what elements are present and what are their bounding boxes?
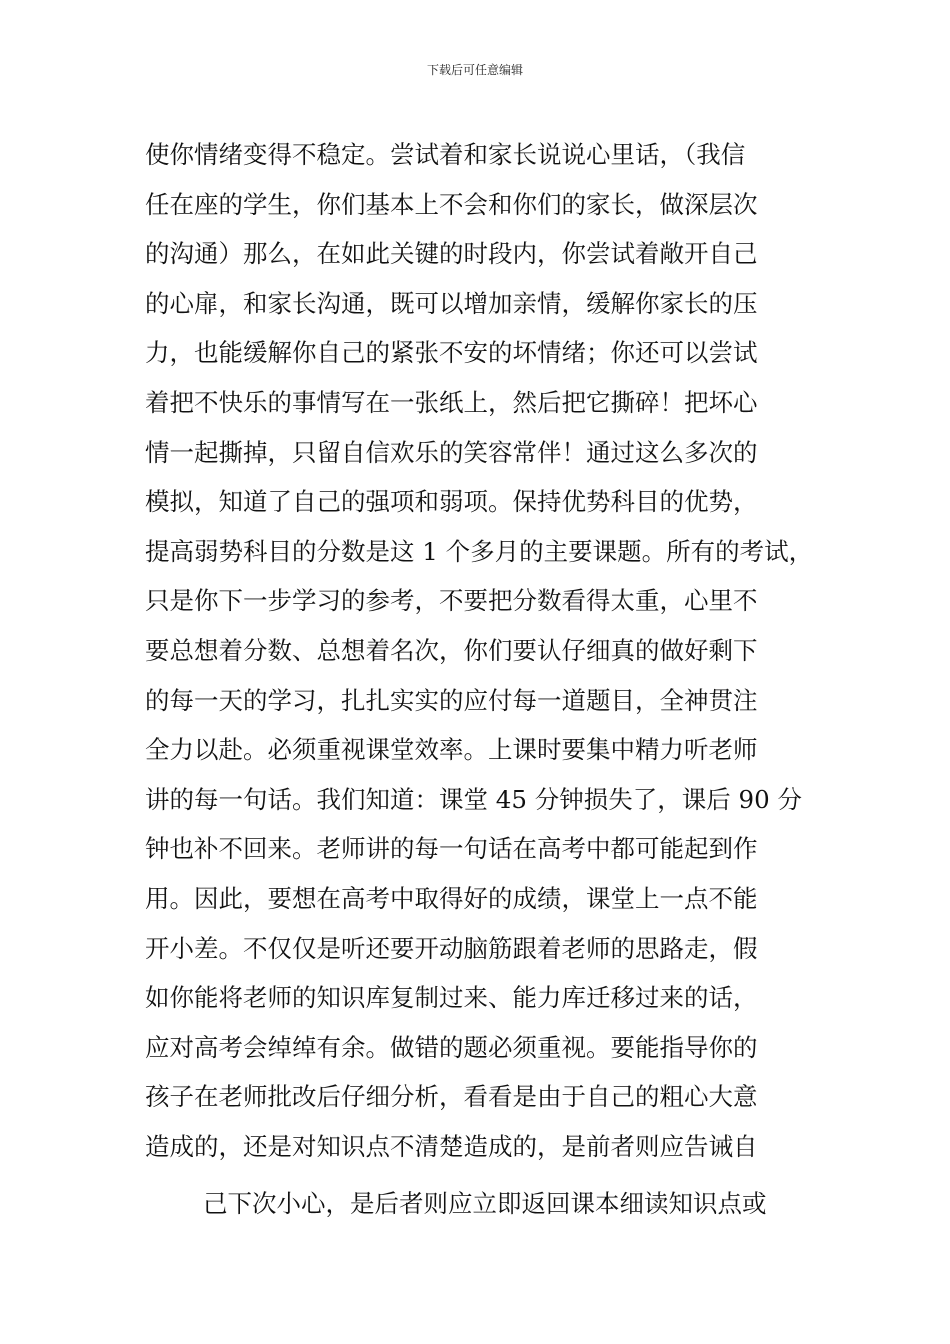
paragraph-1 — [145, 130, 814, 1171]
text-line: 钟也补不回来。老师讲的每一句话在高考中都可能起到作 — [145, 834, 758, 864]
paragraph-2 — [145, 1179, 810, 1229]
text-line: 要总想着分数、总想着名次，你们要认仔细真的做好剩下 — [145, 635, 758, 665]
text-line: 己下次小心，是后者则应立即返回课本细读知识点或 — [203, 1189, 767, 1219]
paragraph-gap — [145, 1171, 810, 1179]
text-line: 用。因此，要想在高考中取得好的成绩，课堂上一点不能 — [145, 883, 758, 913]
text-line: 情一起撕掉，只留自信欢乐的笑容常伴！通过这么多次的 — [145, 437, 758, 467]
text-line: 全力以赴。必须重视课堂效率。上课时要集中精力听老师 — [145, 735, 758, 765]
text-line: 提高弱势科目的分数是这 1 个多月的主要课题。所有的考试， — [145, 536, 814, 566]
text-line: 的心扉，和家长沟通，既可以增加亲情，缓解你家长的压 — [145, 288, 758, 318]
text-line: 应对高考会绰绰有余。做错的题必须重视。要能指导你的 — [145, 1032, 758, 1062]
text-line: 任在座的学生，你们基本上不会和你们的家长，做深层次 — [145, 189, 758, 219]
text-line: 着把不快乐的事情写在一张纸上，然后把它撕碎！把坏心 — [145, 387, 758, 417]
text-line: 讲的每一句话。我们知道：课堂 45 分钟损失了，课后 90 分 — [145, 784, 802, 814]
document-body — [145, 130, 814, 1229]
text-line: 孩子在老师批改后仔细分析，看看是由于自己的粗心大意 — [145, 1082, 758, 1112]
text-line: 如你能将老师的知识库复制过来、能力库迁移过来的话， — [145, 983, 758, 1013]
page-header: 下载后可任意编辑 — [426, 63, 523, 77]
text-line: 开小差。不仅仅是听还要开动脑筋跟着老师的思路走，假 — [145, 933, 758, 963]
text-line: 使你情绪变得不稳定。尝试着和家长说说心里话，（我信 — [145, 140, 746, 169]
text-line: 的沟通）那么，在如此关键的时段内，你尝试着敞开自己 — [145, 239, 758, 269]
text-line: 只是你下一步学习的参考，不要把分数看得太重，心里不 — [145, 586, 758, 616]
text-line: 力，也能缓解你自己的紧张不安的坏情绪；你还可以尝试 — [145, 338, 758, 368]
text-line: 造成的，还是对知识点不清楚造成的，是前者则应告诫自 — [145, 1131, 758, 1161]
text-line: 模拟，知道了自己的强项和弱项。保持优势科目的优势， — [145, 487, 758, 517]
text-line: 的每一天的学习，扎扎实实的应付每一道题目，全神贯注 — [145, 685, 758, 715]
